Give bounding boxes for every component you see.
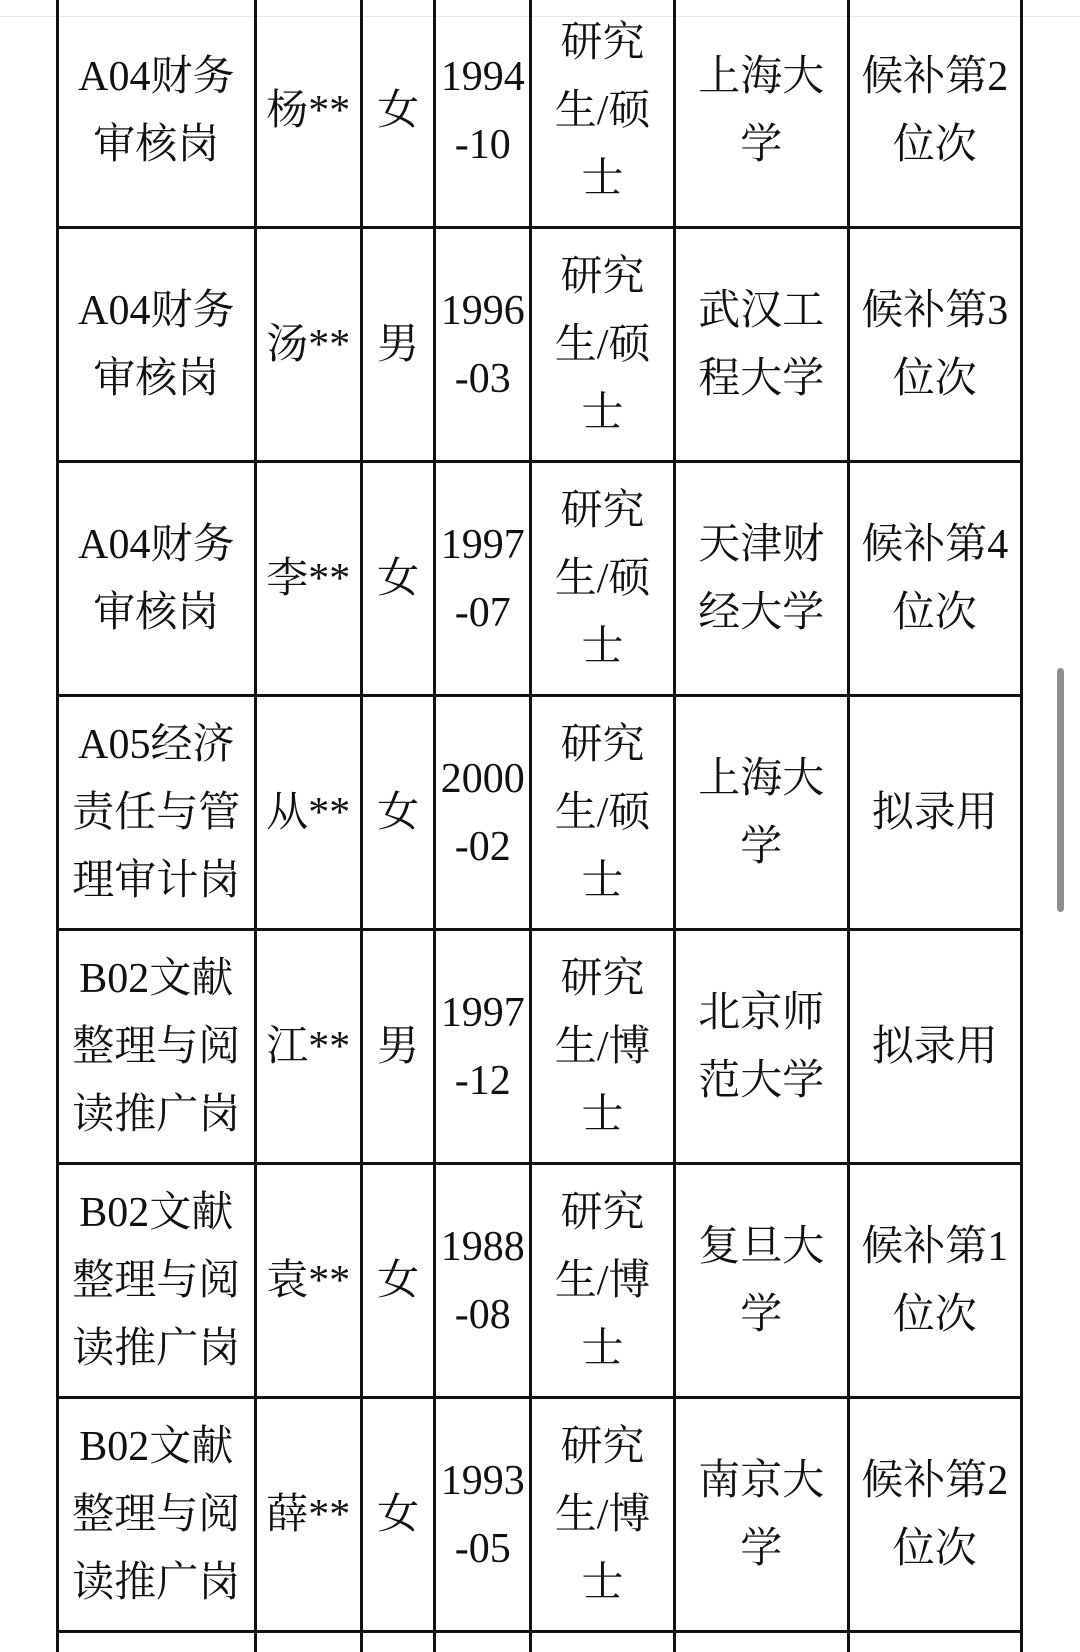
education-cell: 研究生/博士 [531,930,675,1164]
school-cell: 天津财经大学 [675,462,848,696]
post-cell [58,1632,256,1652]
gender-cell [361,1632,435,1652]
gender-cell: 男 [361,228,435,462]
education-cell: 研究生/硕士 [531,462,675,696]
status-cell: 候补第3位次 [848,228,1022,462]
gender-cell: 女 [361,696,435,930]
birth-cell: 1997-12 [435,930,531,1164]
status-cell: 候补第4位次 [848,462,1022,696]
table-row [58,0,1022,228]
name-cell: 李** [255,462,361,696]
vertical-scrollbar[interactable] [1057,668,1064,912]
gender-cell: 女 [361,0,435,228]
education-cell: 研究生/硕士 [531,0,675,228]
gender-cell: 女 [361,1398,435,1632]
status-cell [848,1632,1022,1652]
table-row [58,228,1022,462]
birth-cell: 1993-05 [435,1398,531,1632]
post-cell: A04财务审核岗 [58,462,256,696]
education-cell: 研究生/博士 [531,1164,675,1398]
education-cell: 研究生/博士 [531,1398,675,1632]
post-cell: A05经济责任与管理审计岗 [58,696,256,930]
birth-cell: 1994-10 [435,0,531,228]
post-cell: A04财务审核岗 [58,228,256,462]
table-row [58,1164,1022,1398]
status-cell: 候补第2位次 [848,0,1022,228]
school-cell: 复旦大学 [675,1164,848,1398]
name-cell: 汤** [255,228,361,462]
birth-cell: 2000-02 [435,696,531,930]
table-row [58,696,1022,930]
name-cell: 从** [255,696,361,930]
status-cell: 拟录用 [848,696,1022,930]
birth-cell: 1996-03 [435,228,531,462]
name-cell: 杨** [255,0,361,228]
school-cell [675,1632,848,1652]
name-cell: 袁** [255,1164,361,1398]
table-row-partial [58,1632,1022,1652]
status-cell: 候补第1位次 [848,1164,1022,1398]
school-cell: 南京大学 [675,1398,848,1632]
school-cell: 上海大学 [675,0,848,228]
gender-cell: 男 [361,930,435,1164]
post-cell: B02文献整理与阅读推广岗 [58,1398,256,1632]
name-cell: 江** [255,930,361,1164]
education-cell: 研究生/硕士 [531,228,675,462]
results-table [56,0,1023,1652]
education-cell [531,1632,675,1652]
name-cell: 薛** [255,1398,361,1632]
post-cell: B02文献整理与阅读推广岗 [58,1164,256,1398]
gender-cell: 女 [361,462,435,696]
name-cell [255,1632,361,1652]
table-row [58,930,1022,1164]
birth-cell: 1997-07 [435,462,531,696]
post-cell: A04财务审核岗 [58,0,256,228]
birth-cell [435,1632,531,1652]
school-cell: 上海大学 [675,696,848,930]
status-cell: 候补第2位次 [848,1398,1022,1632]
status-cell: 拟录用 [848,930,1022,1164]
birth-cell: 1988-08 [435,1164,531,1398]
table-row [58,1398,1022,1632]
post-cell: B02文献整理与阅读推广岗 [58,930,256,1164]
school-cell: 武汉工程大学 [675,228,848,462]
school-cell: 北京师范大学 [675,930,848,1164]
table-row [58,462,1022,696]
table-body [58,0,1022,1652]
gender-cell: 女 [361,1164,435,1398]
results-table-container [56,0,1023,1652]
education-cell: 研究生/硕士 [531,696,675,930]
